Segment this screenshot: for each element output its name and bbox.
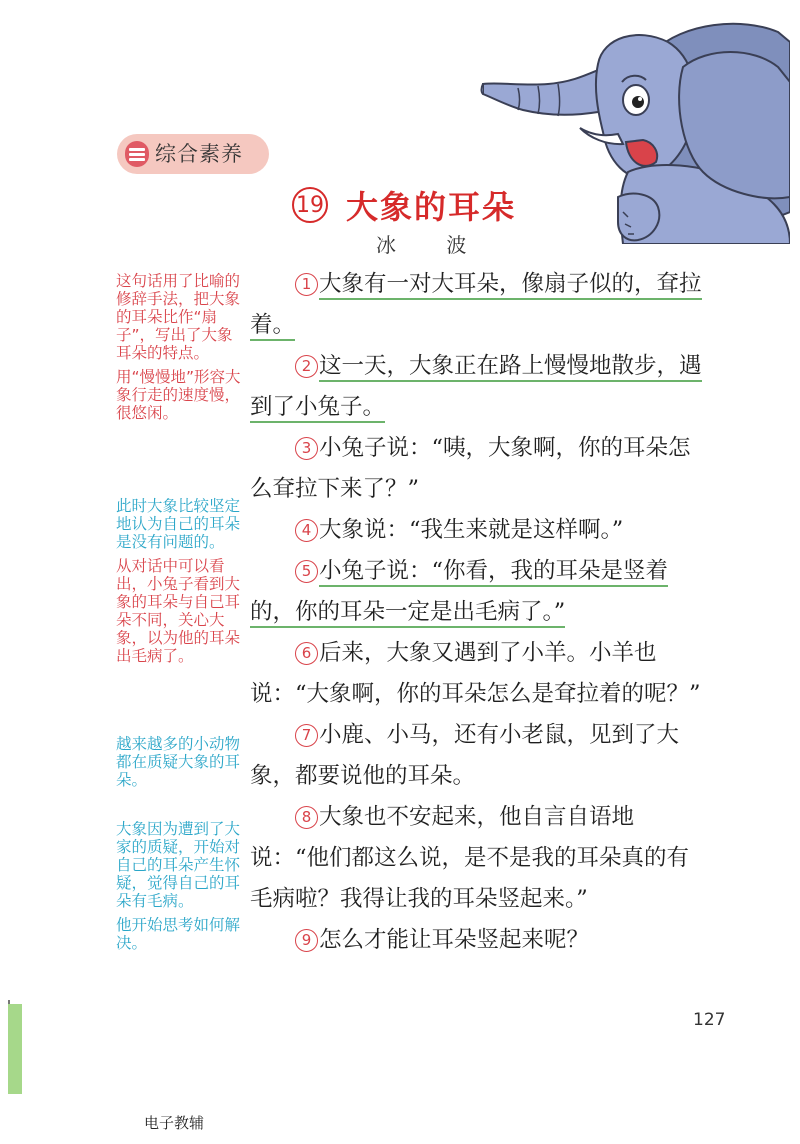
paragraph-text: 小鹿、小马，还有小老鼠，见到了大象，都要说他的耳朵。 — [250, 722, 680, 789]
lesson-number: 19 — [292, 187, 328, 223]
paragraph-2 — [250, 346, 710, 428]
paragraph-number: 4 — [295, 519, 318, 542]
paragraph-8 — [250, 797, 710, 920]
margin-notes-group-3 — [116, 735, 244, 795]
elephant-illustration — [478, 12, 790, 244]
paragraph-5 — [250, 551, 710, 633]
author: 冰 波 — [376, 233, 489, 257]
margin-note: 他开始思考如何解决。 — [116, 916, 241, 952]
paragraph-number: 7 — [295, 724, 318, 747]
paragraph-number: 3 — [295, 437, 318, 460]
paragraph-9 — [250, 920, 710, 961]
page-number: 127 — [693, 1010, 726, 1030]
paragraph-number: 5 — [295, 560, 318, 583]
lesson-title — [292, 183, 516, 227]
margin-notes-group-4 — [116, 820, 244, 958]
paragraph-text: 怎么才能让耳朵竖起来呢？ — [319, 927, 590, 953]
paragraph-text: 这一天，大象正在路上慢慢地散步，遇到了小兔子。 — [250, 353, 702, 423]
paragraph-text: 大象说：“我生来就是这样啊。” — [319, 517, 624, 543]
margin-note: 越来越多的小动物都在质疑大象的耳朵。 — [116, 735, 241, 789]
margin-notes-group-1 — [116, 272, 244, 428]
paragraph-text: 小兔子说：“你看，我的耳朵是竖着的，你的耳朵一定是出毛病了。” — [250, 558, 668, 628]
footer-label: 电子教辅 — [144, 1114, 205, 1132]
paragraph-7 — [250, 715, 710, 797]
margin-note: 此时大象比较坚定地认为自己的耳朵是没有问题的。 — [116, 497, 241, 551]
paragraph-number: 8 — [295, 806, 318, 829]
paragraph-text: 后来，大象又遇到了小羊。小羊也说：“大象啊，你的耳朵怎么是耷拉着的呢？” — [250, 640, 701, 707]
margin-note: 用“慢慢地”形容大象行走的速度慢，很悠闲。 — [116, 368, 241, 422]
section-tag — [117, 134, 269, 174]
lesson-title-text: 大象的耳朵 — [346, 188, 517, 226]
paragraph-3 — [250, 428, 710, 510]
paragraph-4 — [250, 510, 710, 551]
margin-note: 这句话用了比喻的修辞手法，把大象的耳朵比作“扇子”，写出了大象耳朵的特点。 — [116, 272, 241, 362]
margin-note: 大象因为遭到了大家的质疑，开始对自己的耳朵产生怀疑，觉得自己的耳朵有毛病。 — [116, 820, 241, 910]
margin-notes-group-2 — [116, 497, 244, 671]
paragraph-number: 9 — [295, 929, 318, 952]
paragraph-text: 大象有一对大耳朵，像扇子似的，耷拉着。 — [250, 271, 702, 341]
paragraph-text: 小兔子说：“咦，大象啊，你的耳朵怎么耷拉下来了？” — [250, 435, 691, 502]
paragraph-number: 6 — [295, 642, 318, 665]
paragraph-number: 1 — [295, 273, 318, 296]
paragraph-text: 大象也不安起来，他自言自语地说：“他们都这么说，是不是我的耳朵真的有毛病啦？我得让我的耳朵竖起来。” — [250, 804, 690, 912]
page-edge-bar — [8, 1004, 22, 1094]
story-body — [250, 264, 710, 961]
paragraph-number: 2 — [295, 355, 318, 378]
margin-note: 从对话中可以看出，小兔子看到大象的耳朵与自己耳朵不同，关心大象，以为他的耳朵出毛病了。 — [116, 557, 241, 665]
section-tag-label: 综合素养 — [155, 142, 243, 166]
section-tag-icon — [125, 141, 149, 167]
paragraph-6 — [250, 633, 710, 715]
paragraph-1 — [250, 264, 710, 346]
